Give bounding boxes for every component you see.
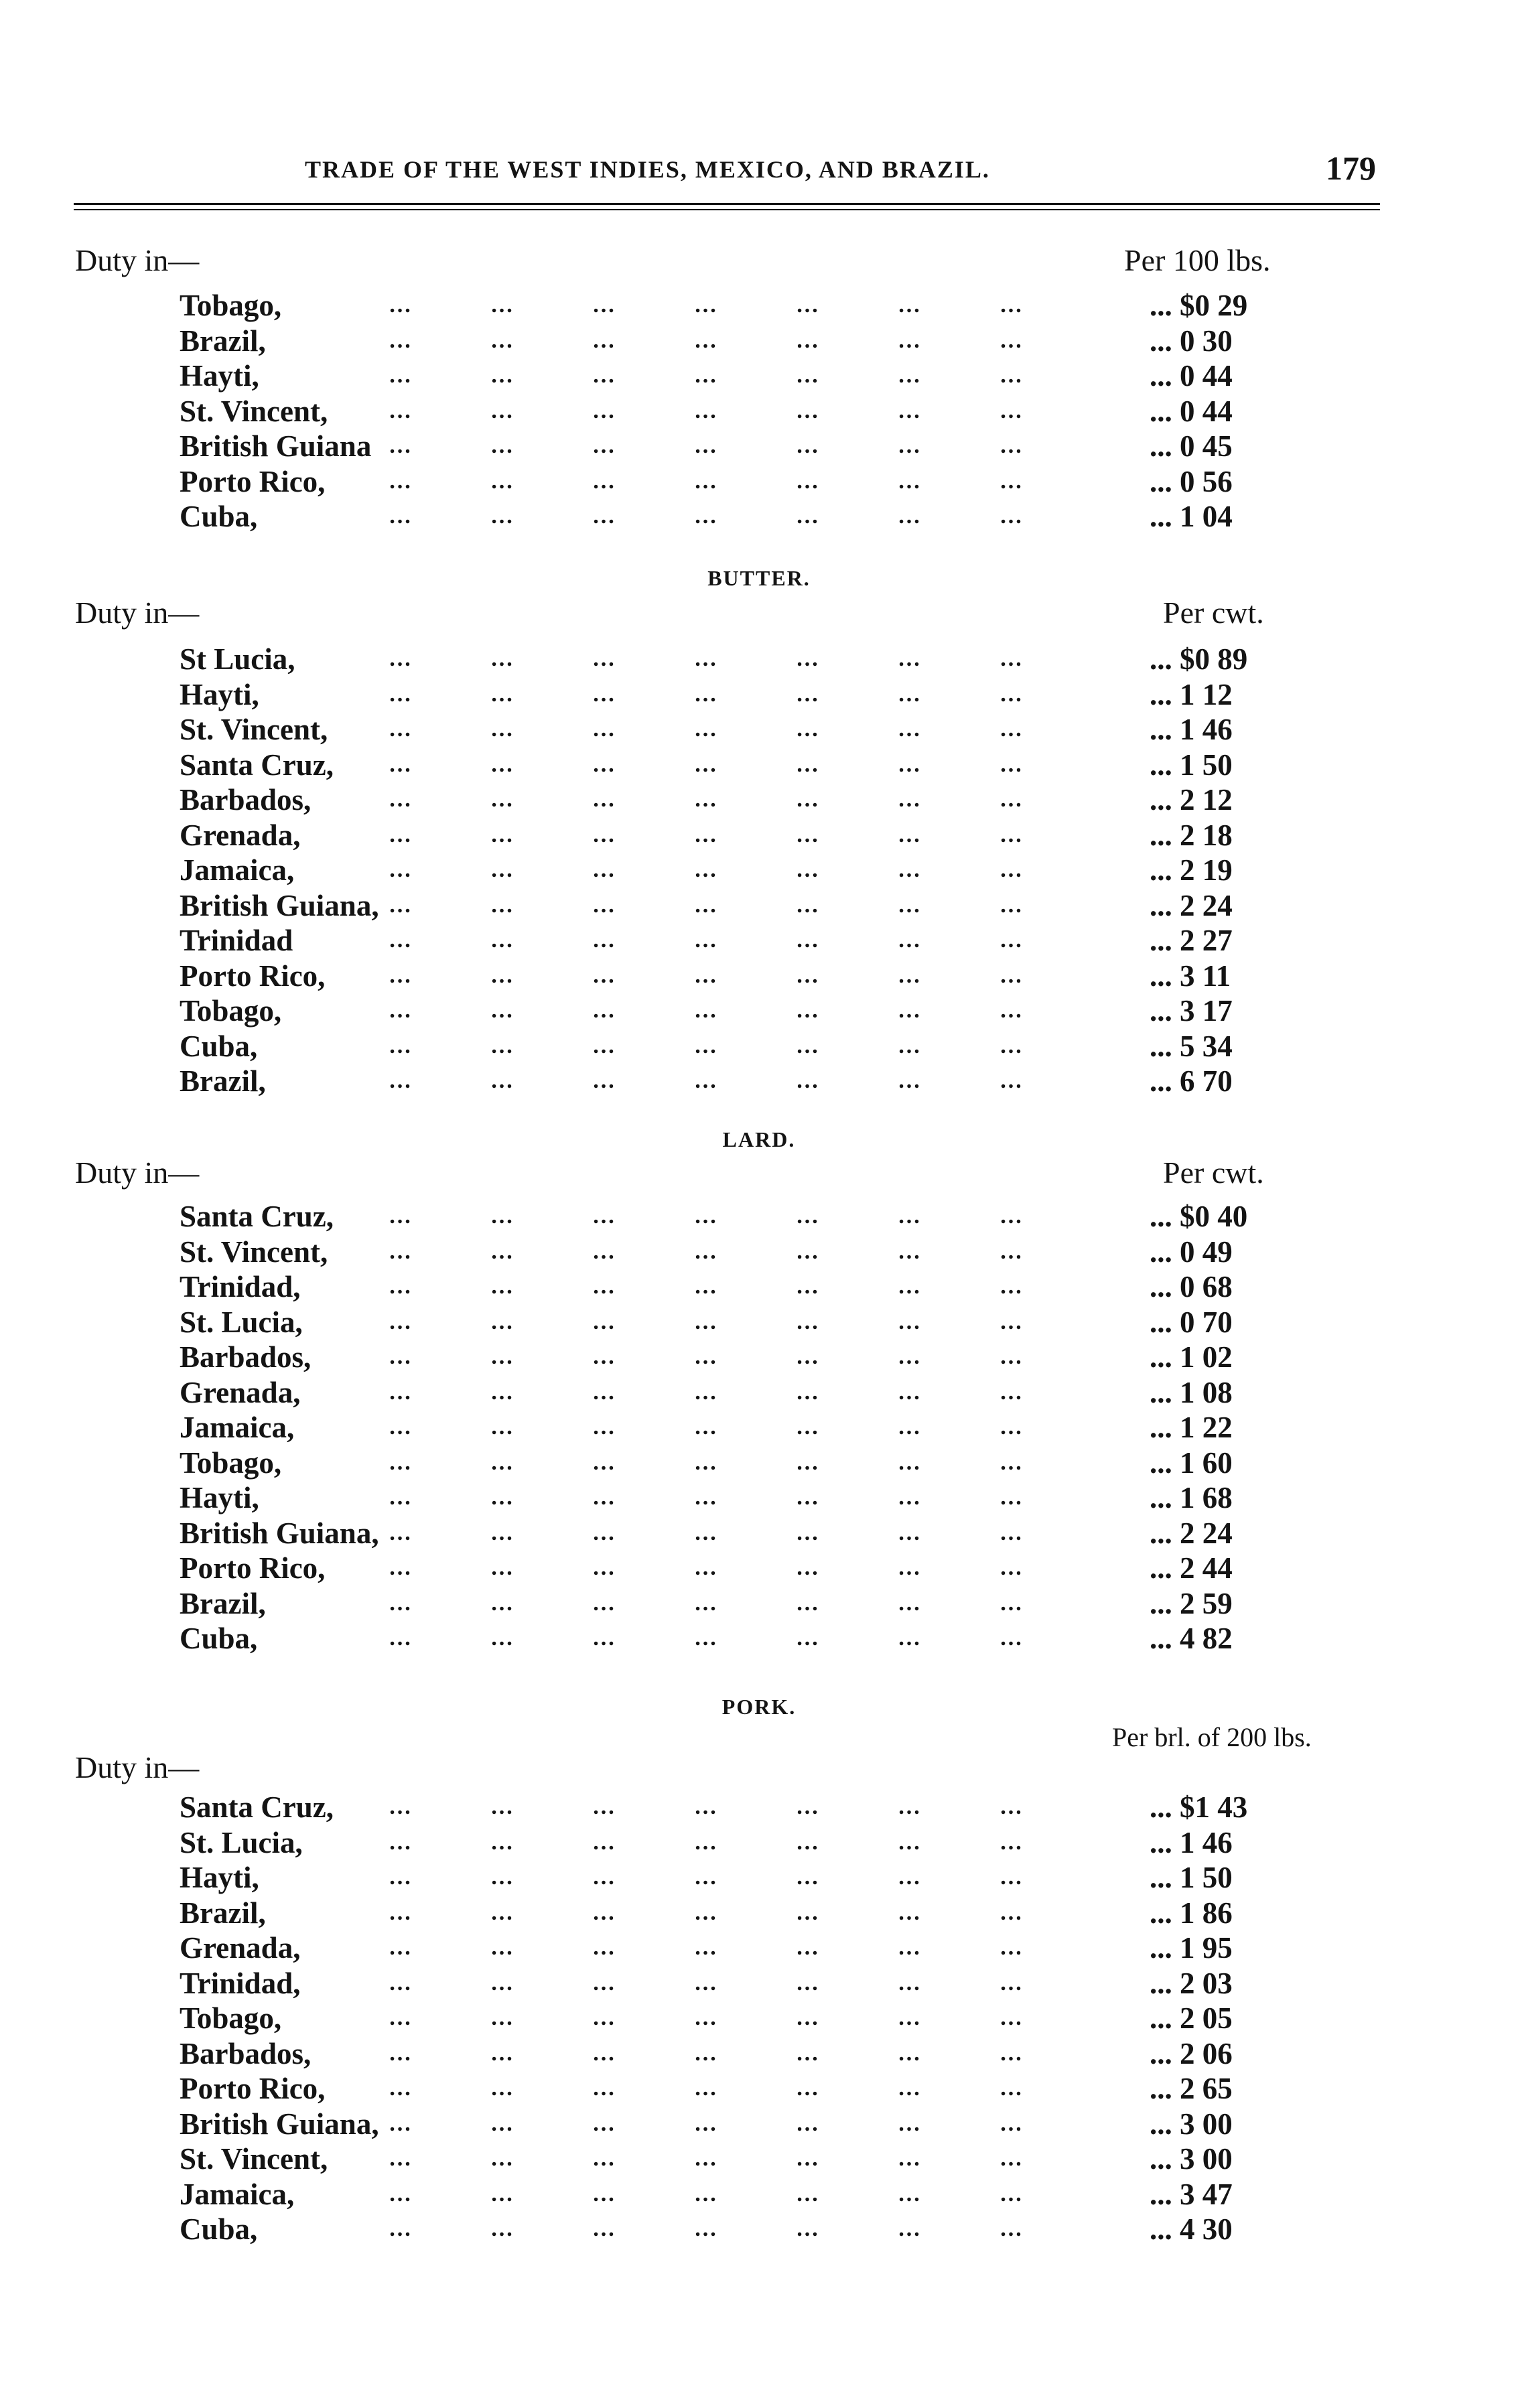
country-name: British Guiana, xyxy=(180,888,379,922)
country-name: Cuba, xyxy=(180,1622,258,1655)
dot-leader: … … … … … … … xyxy=(389,1900,1024,1925)
table-row xyxy=(0,1340,1518,1375)
country-name: British Guiana, xyxy=(180,2107,379,2141)
dot-leader: … … … … … … … xyxy=(389,681,1024,707)
duty-amount: ... 3 47 xyxy=(1150,2177,1233,2211)
country-name: Grenada, xyxy=(180,1931,301,1965)
dot-leader: … … … … … … … xyxy=(389,1238,1024,1264)
header-rule xyxy=(74,203,1380,205)
country-name: Hayti, xyxy=(180,1861,259,1894)
table-row xyxy=(0,1199,1518,1234)
table-row xyxy=(0,748,1518,783)
table-row xyxy=(0,358,1518,394)
dot-leader: … … … … … … … xyxy=(389,1033,1024,1058)
dot-leader: … … … … … … … xyxy=(389,1415,1024,1439)
country-name: Brazil, xyxy=(180,1064,266,1098)
duty-label: Duty in— xyxy=(75,595,200,630)
country-name: St Lucia, xyxy=(180,642,295,676)
duty-amount: ... 1 68 xyxy=(1150,1481,1233,1514)
dot-leader: … … … … … … … xyxy=(389,2076,1024,2101)
table-row xyxy=(0,993,1518,1029)
dot-leader: … … … … … … … xyxy=(389,998,1024,1023)
dot-leader: … … … … … … … xyxy=(389,2146,1024,2171)
duty-amount: ... 4 30 xyxy=(1150,2212,1233,2246)
table-row xyxy=(0,1621,1518,1656)
dot-leader: … … … … … … … xyxy=(389,857,1024,882)
country-name: Santa Cruz, xyxy=(180,748,334,782)
duty-amount: ... 1 46 xyxy=(1150,713,1233,746)
country-name: Cuba, xyxy=(180,500,258,533)
dot-leader: … … … … … … … xyxy=(389,504,1024,528)
header-rule-thin xyxy=(74,209,1380,210)
duty-table xyxy=(0,1790,1518,2247)
table-row xyxy=(0,1516,1518,1551)
table-row xyxy=(0,818,1518,853)
duty-amount: ... 1 50 xyxy=(1150,1861,1233,1894)
country-name: St. Vincent, xyxy=(180,713,328,746)
country-name: Grenada, xyxy=(180,1375,301,1409)
country-name: Cuba, xyxy=(180,1029,258,1063)
duty-amount: ... 1 86 xyxy=(1150,1896,1233,1930)
country-name: St. Lucia, xyxy=(180,1825,303,1859)
dot-leader: … … … … … … … xyxy=(389,433,1024,458)
dot-leader: … … … … … … … xyxy=(389,822,1024,847)
table-row xyxy=(0,1410,1518,1445)
dot-leader: … … … … … … … xyxy=(389,363,1024,388)
table-row xyxy=(0,712,1518,748)
table-row xyxy=(0,1445,1518,1481)
dot-leader: … … … … … … … xyxy=(389,1865,1024,1890)
duty-amount: ... 1 50 xyxy=(1150,748,1233,782)
dot-leader: … … … … … … … xyxy=(389,2111,1024,2136)
unit-label: Per brl. of 200 lbs. xyxy=(1112,1722,1312,1752)
duty-amount: ... 2 19 xyxy=(1150,853,1233,887)
unit-label: Per cwt. xyxy=(1163,595,1264,630)
dot-leader: … … … … … … … xyxy=(389,1068,1024,1093)
table-row xyxy=(0,499,1518,535)
duty-table xyxy=(0,288,1518,535)
table-row xyxy=(0,1966,1518,2001)
duty-amount: ... $0 40 xyxy=(1150,1200,1248,1233)
table-row xyxy=(0,1375,1518,1411)
table-row xyxy=(0,1825,1518,1861)
country-name: Trinidad, xyxy=(180,1270,301,1303)
dot-leader: … … … … … … … xyxy=(389,1590,1024,1616)
page-header xyxy=(74,149,1380,202)
dot-leader: … … … … … … … xyxy=(389,293,1024,317)
dot-leader: … … … … … … … xyxy=(389,1309,1024,1334)
country-name: St. Vincent, xyxy=(180,394,328,428)
duty-amount: ... 1 08 xyxy=(1150,1375,1233,1409)
duty-amount: ... 2 27 xyxy=(1150,924,1233,957)
table-row xyxy=(0,959,1518,994)
country-name: Santa Cruz, xyxy=(180,1200,334,1233)
table-row xyxy=(0,2141,1518,2177)
duty-amount: ... 3 11 xyxy=(1150,959,1231,993)
table-row xyxy=(0,853,1518,888)
dot-leader: … … … … … … … xyxy=(389,328,1024,353)
country-name: Tobago, xyxy=(180,289,282,322)
duty-amount: ... 5 34 xyxy=(1150,1029,1233,1063)
country-name: Hayti, xyxy=(180,1481,259,1514)
duty-amount: ... 3 00 xyxy=(1150,2107,1233,2141)
duty-table xyxy=(0,1199,1518,1656)
unit-label: Per 100 lbs. xyxy=(1124,243,1271,277)
page-number: 179 xyxy=(1326,149,1376,187)
table-row xyxy=(0,1480,1518,1516)
dot-leader: … … … … … … … xyxy=(389,468,1024,494)
dot-leader: … … … … … … … xyxy=(389,2005,1024,2030)
duty-amount: ... 0 30 xyxy=(1150,324,1233,358)
table-row xyxy=(0,888,1518,924)
table-row xyxy=(0,1234,1518,1270)
dot-leader: … … … … … … … xyxy=(389,2216,1024,2241)
country-name: Barbados, xyxy=(180,2036,312,2070)
table-row xyxy=(0,394,1518,429)
unit-label: Per cwt. xyxy=(1163,1155,1264,1190)
country-name: Jamaica, xyxy=(180,1411,295,1444)
country-name: Jamaica, xyxy=(180,853,295,887)
duty-amount: ... 0 70 xyxy=(1150,1305,1233,1339)
duty-amount: ... 3 17 xyxy=(1150,994,1233,1028)
country-name: Tobago, xyxy=(180,1445,282,1480)
duty-amount: ... 2 06 xyxy=(1150,2036,1233,2070)
duty-amount: ... $1 43 xyxy=(1150,1790,1248,1824)
duty-amount: ... 1 95 xyxy=(1150,1931,1233,1965)
duty-amount: ... 2 59 xyxy=(1150,1586,1233,1620)
country-name: St. Vincent, xyxy=(180,1234,328,1269)
duty-amount: ... 0 68 xyxy=(1150,1270,1233,1303)
table-row xyxy=(0,324,1518,359)
country-name: Cuba, xyxy=(180,2212,258,2246)
duty-amount: ... $0 89 xyxy=(1150,642,1248,676)
table-row xyxy=(0,2177,1518,2212)
table-row xyxy=(0,1930,1518,1966)
table-row xyxy=(0,464,1518,500)
duty-amount: ... 2 44 xyxy=(1150,1551,1233,1585)
dot-leader: … … … … … … … xyxy=(389,1449,1024,1475)
country-name: Trinidad, xyxy=(180,1966,301,2000)
table-row xyxy=(0,288,1518,324)
dot-leader: … … … … … … … xyxy=(389,1626,1024,1650)
duty-amount: ... 1 12 xyxy=(1150,677,1233,711)
dot-leader: … … … … … … … xyxy=(389,1204,1024,1228)
dot-leader: … … … … … … … xyxy=(389,1970,1024,1995)
duty-amount: ... 4 82 xyxy=(1150,1622,1233,1655)
duty-amount: ... 0 45 xyxy=(1150,429,1233,463)
table-row xyxy=(0,1305,1518,1340)
country-name: Trinidad xyxy=(180,924,293,957)
table-row xyxy=(0,2212,1518,2247)
country-name: Tobago, xyxy=(180,2001,282,2035)
dot-leader: … … … … … … … xyxy=(389,928,1024,952)
section-heading: LARD. xyxy=(722,1127,796,1151)
dot-leader: … … … … … … … xyxy=(389,752,1024,777)
table-row xyxy=(0,2107,1518,2142)
country-name: Santa Cruz, xyxy=(180,1790,334,1824)
duty-amount: ... 0 56 xyxy=(1150,464,1233,498)
duty-amount: ... 2 24 xyxy=(1150,888,1233,922)
dot-leader: … … … … … … … xyxy=(389,1379,1024,1405)
table-row xyxy=(0,2071,1518,2107)
dot-leader: … … … … … … … xyxy=(389,787,1024,812)
table-row xyxy=(0,1064,1518,1099)
table-row xyxy=(0,1896,1518,1931)
duty-amount: ... 2 18 xyxy=(1150,818,1233,852)
dot-leader: … … … … … … … xyxy=(389,717,1024,741)
duty-amount: ... 2 05 xyxy=(1150,2001,1233,2035)
duty-amount: ... 2 03 xyxy=(1150,1966,1233,2000)
duty-amount: ... 6 70 xyxy=(1150,1064,1233,1098)
dot-leader: … … … … … … … xyxy=(389,1520,1024,1545)
table-row xyxy=(0,1269,1518,1305)
duty-label: Duty in— xyxy=(75,243,200,277)
section-heading: PORK. xyxy=(721,1695,797,1719)
country-name: Hayti, xyxy=(180,359,259,393)
country-name: Barbados, xyxy=(180,1340,312,1374)
country-name: St. Lucia, xyxy=(180,1305,303,1339)
dot-leader: … … … … … … … xyxy=(389,398,1024,423)
table-row xyxy=(0,429,1518,464)
dot-leader: … … … … … … … xyxy=(389,1555,1024,1580)
duty-amount: ... 2 65 xyxy=(1150,2072,1233,2105)
table-row xyxy=(0,2036,1518,2072)
duty-amount: ... 1 60 xyxy=(1150,1445,1233,1480)
dot-leader: … … … … … … … xyxy=(389,2040,1024,2066)
duty-amount: ... 3 00 xyxy=(1150,2142,1233,2176)
dot-leader: … … … … … … … xyxy=(389,1829,1024,1855)
country-name: Porto Rico, xyxy=(180,2072,326,2105)
duty-amount: ... 1 04 xyxy=(1150,500,1233,533)
dot-leader: … … … … … … … xyxy=(389,892,1024,918)
table-row xyxy=(0,642,1518,677)
table-row xyxy=(0,782,1518,818)
country-name: Barbados, xyxy=(180,783,312,817)
dot-leader: … … … … … … … xyxy=(389,1794,1024,1819)
duty-amount: ... 1 22 xyxy=(1150,1411,1233,1444)
country-name: Tobago, xyxy=(180,994,282,1028)
country-name: Jamaica, xyxy=(180,2177,295,2211)
dot-leader: … … … … … … … xyxy=(389,963,1024,988)
country-name: Porto Rico, xyxy=(180,959,326,993)
table-row xyxy=(0,1860,1518,1896)
dot-leader: … … … … … … … xyxy=(389,1274,1024,1299)
dot-leader: … … … … … … … xyxy=(389,1935,1024,1960)
dot-leader: … … … … … … … xyxy=(389,1344,1024,1369)
country-name: Grenada, xyxy=(180,818,301,852)
running-title: TRADE OF THE WEST INDIES, MEXICO, AND BRAZIL. xyxy=(305,156,990,183)
duty-label: Duty in— xyxy=(75,1155,200,1190)
country-name: Brazil, xyxy=(180,1586,266,1620)
duty-amount: ... 1 46 xyxy=(1150,1825,1233,1859)
dot-leader: … … … … … … … xyxy=(389,646,1024,671)
country-name: Porto Rico, xyxy=(180,464,326,498)
section-heading: BUTTER. xyxy=(707,566,811,590)
duty-amount: ... 2 24 xyxy=(1150,1516,1233,1550)
duty-amount: ... 2 12 xyxy=(1150,783,1233,817)
country-name: British Guiana xyxy=(180,429,372,463)
duty-amount: ... $0 29 xyxy=(1150,289,1248,322)
country-name: St. Vincent, xyxy=(180,2142,328,2176)
dot-leader: … … … … … … … xyxy=(389,1485,1024,1510)
table-row xyxy=(0,1029,1518,1064)
duty-amount: ... 0 44 xyxy=(1150,394,1233,428)
duty-label: Duty in— xyxy=(75,1750,200,1784)
table-row xyxy=(0,923,1518,959)
table-row xyxy=(0,2001,1518,2036)
country-name: British Guiana, xyxy=(180,1516,379,1550)
country-name: Hayti, xyxy=(180,677,259,711)
duty-amount: ... 0 49 xyxy=(1150,1234,1233,1269)
duty-amount: ... 1 02 xyxy=(1150,1340,1233,1374)
table-row xyxy=(0,1790,1518,1825)
duty-amount: ... 0 44 xyxy=(1150,359,1233,393)
table-row xyxy=(0,1586,1518,1622)
country-name: Porto Rico, xyxy=(180,1551,326,1585)
country-name: Brazil, xyxy=(180,1896,266,1930)
table-row xyxy=(0,1551,1518,1586)
duty-table xyxy=(0,642,1518,1099)
dot-leader: … … … … … … … xyxy=(389,2181,1024,2206)
table-row xyxy=(0,677,1518,713)
country-name: Brazil, xyxy=(180,324,266,358)
